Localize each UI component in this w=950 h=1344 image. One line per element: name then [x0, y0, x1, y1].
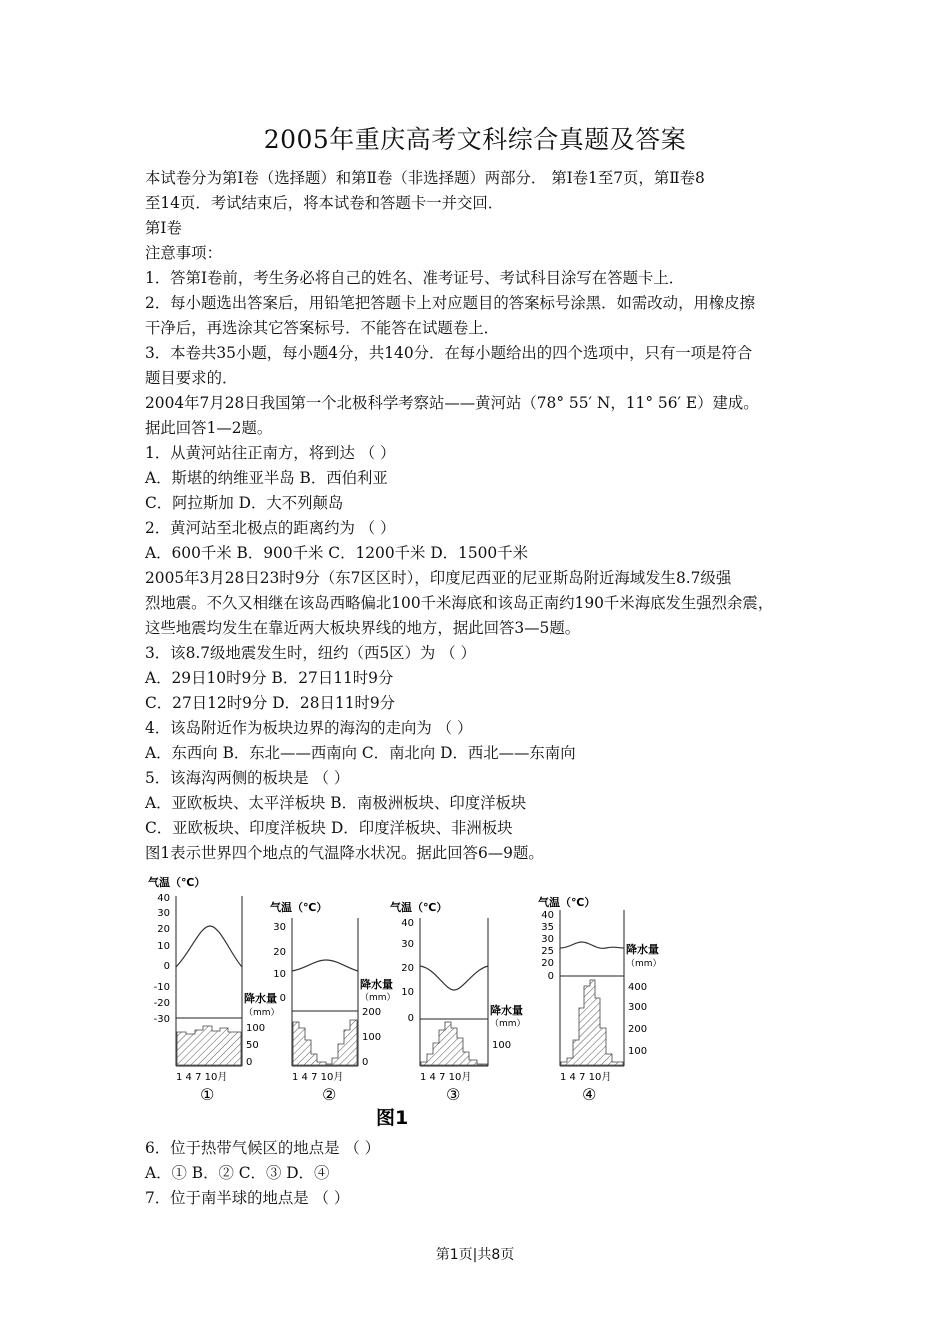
tick: 25 [541, 946, 554, 957]
text-line: 2005年3月28日23时9分（东7区区时），印度尼西亚的尼亚斯岛附近海域发生8.7级强 [145, 569, 732, 587]
text-line: A．29日10时9分 B．27日11时9分 [145, 669, 394, 687]
tick: 10 [401, 987, 414, 998]
tick: 300 [628, 1002, 648, 1013]
text-line: 6．位于热带气候区的地点是 （ ） [145, 1139, 381, 1157]
tick: 40 [157, 893, 170, 904]
text-line: 第Ⅰ卷 [145, 219, 182, 237]
page-title: 2005年重庆高考文科综合真题及答案 [263, 125, 687, 154]
text-line: 本试卷分为第Ⅰ卷（选择题）和第Ⅱ卷（非选择题）两部分． 第Ⅰ卷1至7页，第Ⅱ卷8 [145, 169, 705, 187]
text-line: 图1表示世界四个地点的气温降水状况。据此回答6—9题。 [145, 844, 544, 862]
tick: 50 [246, 1040, 259, 1051]
tick: 30 [541, 934, 554, 945]
precip-label: 降水量 [490, 1004, 523, 1017]
tick: 40 [541, 910, 554, 921]
text-line: A．① B．② C．③ D．④ [145, 1164, 330, 1182]
tick: 30 [273, 922, 286, 933]
tick: 30 [401, 939, 414, 950]
tick: 30 [157, 908, 170, 919]
tick: 35 [541, 922, 554, 933]
tick: 200 [628, 1024, 648, 1035]
precip-unit: （mm） [626, 959, 662, 969]
tick: 10 [273, 969, 286, 980]
tick: 0 [362, 1057, 369, 1068]
tick: -30 [153, 1014, 170, 1025]
month-axis: 1 4 7 10月 [560, 1072, 612, 1083]
text-line: 1．答第Ⅰ卷前，考生务必将自己的姓名、准考证号、考试科目涂写在答题卡上． [145, 269, 685, 287]
tick: 20 [273, 947, 286, 958]
month-axis: 1 4 7 10月 [176, 1072, 228, 1083]
tick: 0 [279, 993, 286, 1004]
text-line: 烈地震。不久又相继在该岛西略偏北100千米海底和该岛正南约190千米海底发生强烈余震， [145, 594, 774, 612]
tick: -10 [153, 982, 170, 993]
text-line: 据此回答1—2题。 [145, 419, 273, 437]
month-axis: 1 4 7 10月 [292, 1072, 344, 1083]
precip-label: 降水量 [244, 992, 277, 1005]
tick: 0 [547, 971, 554, 982]
document-body-continued [145, 1136, 815, 1211]
tick: 100 [362, 1032, 382, 1043]
tick: 20 [157, 924, 170, 935]
panel-1 [148, 875, 280, 1104]
text-line: 3．该8.7级地震发生时，纽约（西5区）为 （ ） [145, 644, 476, 662]
text-line: 注意事项： [145, 244, 222, 262]
text-line: 5．该海沟两侧的板块是 （ ） [145, 769, 350, 787]
tick: 100 [246, 1023, 266, 1034]
climate-charts-svg [140, 868, 700, 1130]
text-line: 2004年7月28日我国第一个北极科学考察站——黄河站（78° 55′ N，11° 56′ E）建成。 [145, 394, 759, 412]
panel-3 [390, 900, 526, 1104]
text-line: 1．从黄河站往正南方，将到达 （ ） [145, 444, 396, 462]
page-footer: 第1页|共8页 [435, 1247, 515, 1263]
figure-caption: 图1 [376, 1107, 409, 1129]
precip-label: 降水量 [360, 978, 393, 991]
panel-id: ② [322, 1085, 337, 1104]
text-line: 至14页．考试结束后，将本试卷和答题卡一并交回． [145, 194, 504, 212]
tick: 0 [407, 1013, 414, 1024]
precip-label: 降水量 [626, 943, 659, 956]
tick: 200 [362, 1007, 382, 1018]
tick: 20 [401, 963, 414, 974]
text-line: A．斯堪的纳维亚半岛 B．西伯利亚 [145, 469, 388, 487]
text-line: C．亚欧板块、印度洋板块 D．印度洋板块、非洲板块 [145, 819, 513, 837]
text-line: 干净后，再选涂其它答案标号．不能答在试题卷上． [145, 319, 499, 337]
text-line: 2．黄河站至北极点的距离约为 （ ） [145, 519, 396, 537]
tick: 10 [157, 941, 170, 952]
text-line: A．600千米 B．900千米 C．1200千米 D．1500千米 [145, 544, 528, 562]
temp-axis-label: 气温（℃） [270, 901, 328, 914]
panel-id: ④ [582, 1085, 597, 1104]
tick: 400 [628, 982, 648, 993]
temp-axis-label: 气温（℃） [390, 901, 448, 914]
tick: 0 [246, 1057, 253, 1068]
tick: -20 [153, 998, 170, 1009]
document-body [145, 166, 815, 866]
text-line: 2．每小题选出答案后，用铅笔把答题卡上对应题目的答案标号涂黑．如需改动，用橡皮擦 [145, 294, 756, 312]
tick: 40 [401, 918, 414, 929]
panel-id: ① [200, 1085, 215, 1104]
tick: 0 [163, 961, 170, 972]
text-line: 7．位于南半球的地点是 （ ） [145, 1189, 350, 1207]
text-line: C．阿拉斯加 D．大不列颠岛 [145, 494, 344, 512]
text-line: 4．该岛附近作为板块边界的海沟的走向为 （ ） [145, 719, 473, 737]
text-line: A．东西向 B．东北——西南向 C．南北向 D．西北——东南向 [145, 744, 576, 762]
text-line: C．27日12时9分 D．28日11时9分 [145, 694, 396, 712]
panel-2 [270, 900, 396, 1104]
panel-4 [538, 895, 662, 1104]
text-line: A．亚欧板块、太平洋板块 B．南极洲板块、印度洋板块 [145, 794, 527, 812]
temp-axis-label: 气温（℃） [148, 876, 206, 889]
precip-unit: （mm） [490, 1019, 526, 1029]
panel-id: ③ [446, 1085, 461, 1104]
climate-figure [140, 868, 700, 1130]
precip-unit: （mm） [360, 993, 396, 1003]
temp-axis-label: 气温（℃） [538, 896, 596, 909]
tick: 100 [628, 1046, 648, 1057]
tick: 100 [492, 1040, 512, 1051]
text-line: 3．本卷共35小题，每小题4分，共140分．在每小题给出的四个选项中，只有一项是符合 [145, 344, 753, 362]
text-line: 这些地震均发生在靠近两大板块界线的地方，据此回答3—5题。 [145, 619, 581, 637]
month-axis: 1 4 7 10月 [420, 1072, 472, 1083]
text-line: 题目要求的． [145, 369, 238, 387]
precip-unit: （mm） [244, 1008, 280, 1018]
tick: 20 [541, 958, 554, 969]
